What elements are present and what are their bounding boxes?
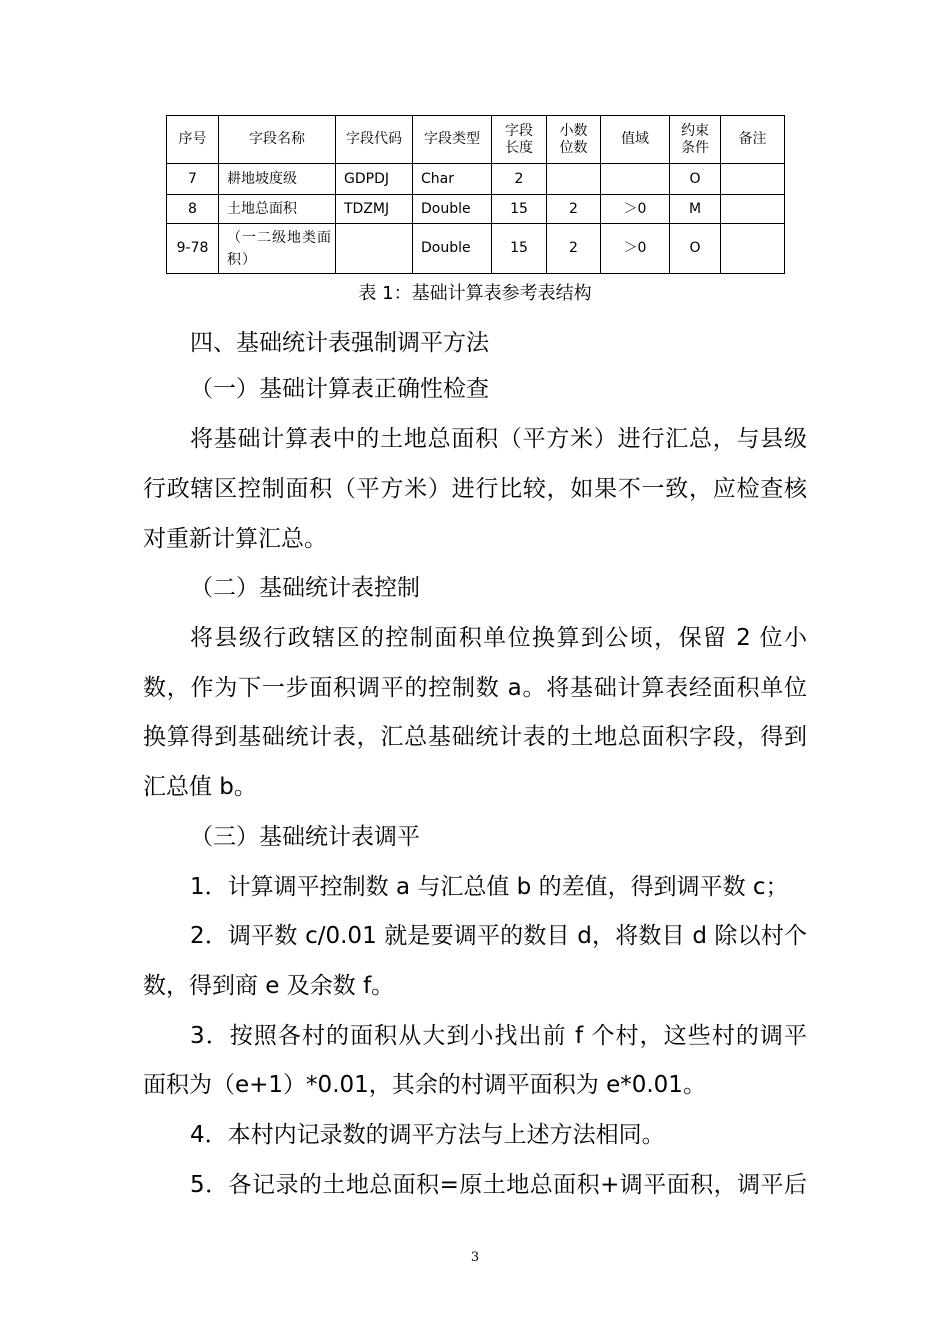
paragraph-line: 对重新计算汇总。 — [143, 526, 327, 552]
table-cell: ＞0 — [601, 224, 670, 274]
table-cell — [721, 195, 785, 224]
table-cell: 耕地坡度级 — [219, 164, 336, 195]
paragraph-line: 行政辖区控制面积（平方米）进行比较，如果不一致，应检查核 — [143, 476, 807, 502]
table-cell: GDPDJ — [336, 164, 413, 195]
paragraph-line: 将基础计算表中的土地总面积（平方米）进行汇总，与县级 — [190, 426, 807, 452]
page-number: 3 — [470, 1250, 480, 1265]
paragraph-line: 数，得到商 e 及余数 f。 — [143, 973, 395, 999]
table-cell: O — [670, 164, 721, 195]
table-cell: Double — [413, 224, 492, 274]
table-cell: 2 — [547, 195, 601, 224]
table-header-row — [167, 116, 785, 164]
table-cell: TDZMJ — [336, 195, 413, 224]
table-cell: Double — [413, 195, 492, 224]
table-cell — [336, 224, 413, 274]
list-item: 5．各记录的土地总面积=原土地总面积+调平面积，调平后 — [190, 1172, 807, 1198]
header-cell: 字段类型 — [413, 116, 492, 164]
table-cell — [721, 164, 785, 195]
table-cell: 2 — [492, 164, 547, 195]
field-structure-table — [166, 115, 785, 274]
list-item: 1．计算调平控制数 a 与汇总值 b 的差值，得到调平数 c； — [190, 874, 789, 900]
table-cell: 土地总面积 — [219, 195, 336, 224]
table-cell — [547, 164, 601, 195]
header-cell: 小数 位数 — [547, 116, 601, 164]
table-row — [167, 164, 785, 195]
paragraph-line: 面积为（e+1）*0.01，其余的村调平面积为 e*0.01。 — [143, 1072, 706, 1098]
table-cell: 7 — [167, 164, 219, 195]
table-cell: Char — [413, 164, 492, 195]
table-cell — [721, 224, 785, 274]
table-cell: ＞0 — [601, 195, 670, 224]
table-cell: M — [670, 195, 721, 224]
list-item: 3．按照各村的面积从大到小找出前 f 个村，这些村的调平 — [190, 1023, 807, 1049]
table-cell: 15 — [492, 195, 547, 224]
header-cell: 字段代码 — [336, 116, 413, 164]
section-heading: 四、基础统计表强制调平方法 — [190, 330, 489, 356]
table-cell: （一二级地类面积） — [219, 224, 336, 274]
table-cell: 2 — [547, 224, 601, 274]
table-cell: 8 — [167, 195, 219, 224]
paragraph-line: 汇总值 b。 — [143, 774, 257, 800]
table-cell: 15 — [492, 224, 547, 274]
header-cell: 字段名称 — [219, 116, 336, 164]
header-cell: 序号 — [167, 116, 219, 164]
table-cell: O — [670, 224, 721, 274]
subsection-heading: （一）基础计算表正确性检查 — [190, 376, 489, 402]
table-cell — [601, 164, 670, 195]
header-cell: 约束 条件 — [670, 116, 721, 164]
table-caption: 表 1：基础计算表参考表结构 — [358, 283, 592, 304]
header-cell: 值域 — [601, 116, 670, 164]
paragraph-line: 数，作为下一步面积调平的控制数 a。将基础计算表经面积单位 — [143, 675, 807, 701]
table-row — [167, 195, 785, 224]
table-cell: 9-78 — [167, 224, 219, 274]
table-row — [167, 224, 785, 274]
list-item: 4．本村内记录数的调平方法与上述方法相同。 — [190, 1122, 665, 1148]
subsection-heading: （三）基础统计表调平 — [190, 824, 420, 850]
subsection-heading: （二）基础统计表控制 — [190, 575, 420, 601]
paragraph-line: 将县级行政辖区的控制面积单位换算到公顷，保留 2 位小 — [190, 625, 807, 651]
header-cell: 字段 长度 — [492, 116, 547, 164]
paragraph-line: 换算得到基础统计表，汇总基础统计表的土地总面积字段，得到 — [143, 724, 807, 750]
header-cell: 备注 — [721, 116, 785, 164]
list-item: 2．调平数 c/0.01 就是要调平的数目 d，将数目 d 除以村个 — [190, 923, 807, 949]
